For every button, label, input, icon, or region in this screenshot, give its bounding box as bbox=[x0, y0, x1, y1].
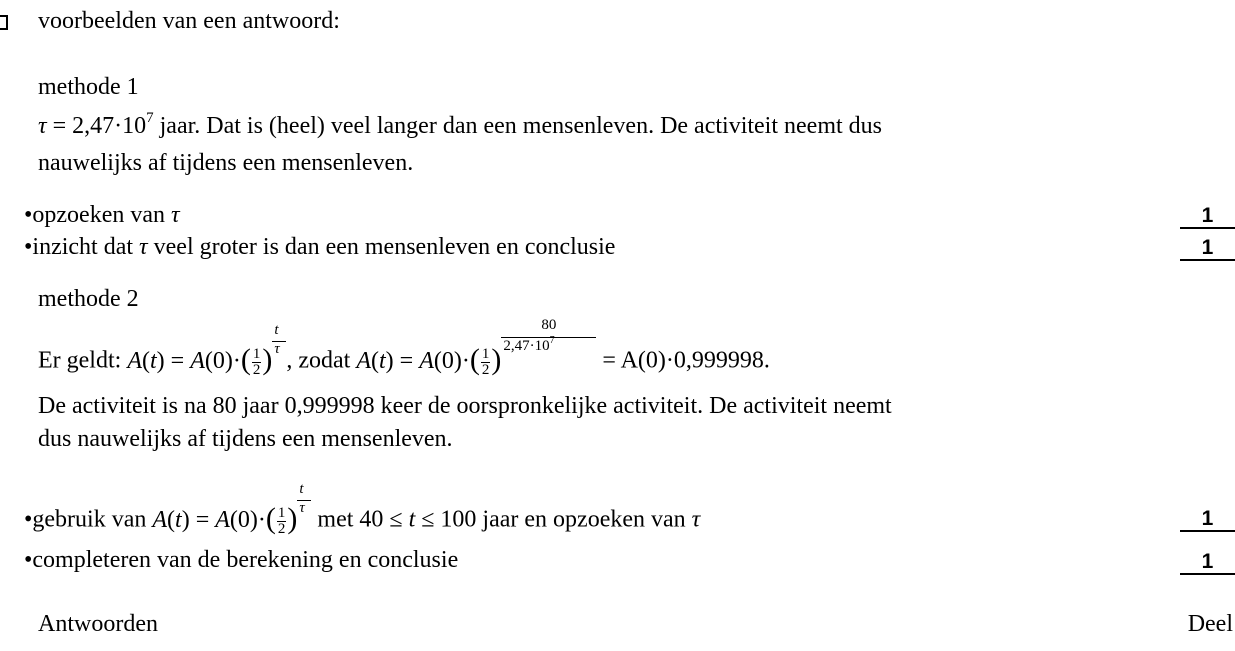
score-2: 1 bbox=[1180, 237, 1235, 261]
formula-result: = A(0)·0,999998. bbox=[596, 347, 770, 374]
checkbox-icon bbox=[0, 15, 8, 30]
tau-symbol: τ bbox=[171, 202, 180, 228]
bullet-dot: • bbox=[24, 202, 33, 228]
formula-3: A(t) = A(0)·( $\frac{1}{2}$ ) $\frac{t}{\tau}$ bbox=[152, 507, 311, 533]
exponent-80-over-tau: $\frac{80}{2,47\cdot 10^7}$ bbox=[501, 345, 596, 375]
bullet-3 bbox=[24, 481, 701, 538]
method2-formula-line bbox=[38, 317, 770, 379]
bullet-dot: • bbox=[24, 506, 33, 533]
bullet-2-pre: inzicht dat bbox=[32, 234, 140, 260]
bullet-1 bbox=[24, 202, 180, 229]
t-symbol: t bbox=[408, 506, 416, 533]
method2-title: methode 2 bbox=[38, 286, 139, 312]
bullet-3-mid: met 40 ≤ bbox=[311, 506, 409, 533]
formula-2: A(t) = A(0)·( $\frac{1}{2}$ ) $\frac{80}{2,47\cdot 10^7}$ bbox=[356, 348, 596, 374]
method1-line1-rest: jaar. Dat is (heel) veel langer dan een mensenleven. De activiteit neemt dus bbox=[153, 113, 882, 139]
bullet-2-post: veel groter is dan een mensenleven en conclusie bbox=[147, 234, 616, 260]
method1-title: methode 1 bbox=[38, 74, 139, 100]
method1-line2: nauwelijks af tijdens een mensenleven. bbox=[38, 150, 414, 176]
intro-text: voorbeelden van een antwoord: bbox=[38, 8, 340, 34]
bullet-3-mid2: ≤ 100 jaar en opzoeken van bbox=[415, 506, 692, 533]
tau-value: = 2,47·10 bbox=[52, 113, 147, 139]
score-4: 1 bbox=[1180, 551, 1235, 575]
tau-symbol: τ bbox=[38, 113, 47, 139]
bullet-dot: • bbox=[24, 234, 33, 260]
zodat: , zodat bbox=[286, 347, 357, 374]
score-1: 1 bbox=[1180, 205, 1235, 229]
exponent-t-over-tau: $\frac{t}{\tau}$ bbox=[297, 504, 311, 534]
method1-line1 bbox=[38, 110, 882, 140]
er-geldt: Er geldt: bbox=[38, 347, 128, 374]
tau-symbol: τ bbox=[691, 506, 701, 533]
bullet-2 bbox=[24, 234, 615, 261]
formula-1: A(t) = A(0)·( $\frac{1}{2}$ ) $\frac{t}{\tau}$ bbox=[127, 348, 286, 374]
bullet-1-text: opzoeken van bbox=[32, 202, 172, 228]
footer-right: Deel bbox=[1187, 611, 1233, 637]
bullet-dot: • bbox=[24, 547, 33, 573]
tau-symbol: τ bbox=[139, 234, 148, 260]
footer-left: Antwoorden bbox=[38, 611, 158, 637]
bullet-3-pre: gebruik van bbox=[32, 506, 153, 533]
method2-para-line1: De activiteit is na 80 jaar 0,999998 keer de oorspronkelijke activiteit. De activiteit neemt bbox=[38, 393, 892, 419]
method2-para-line2: dus nauwelijks af tijdens een mensenleven. bbox=[38, 426, 453, 452]
tau-exponent: 7 bbox=[146, 110, 154, 126]
bullet-4 bbox=[24, 547, 458, 574]
score-3: 1 bbox=[1180, 508, 1235, 532]
bullet-4-text: completeren van de berekening en conclusie bbox=[32, 547, 459, 573]
exponent-t-over-tau: $\frac{t}{\tau}$ bbox=[272, 345, 286, 375]
